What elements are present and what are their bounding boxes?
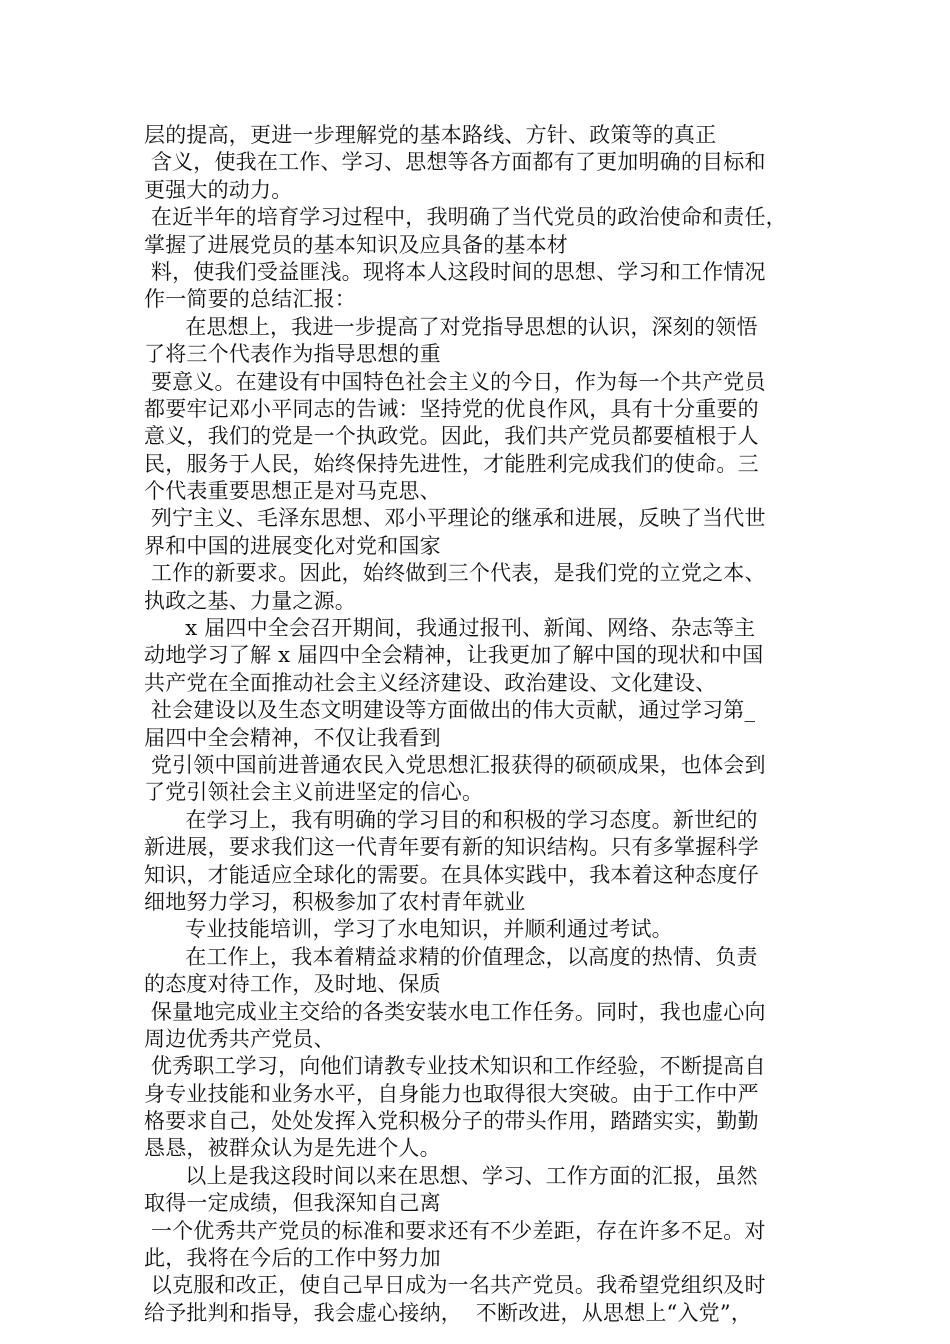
text-line: x 届四中全会召开期间，我通过报刊、新闻、网络、杂志等主	[144, 616, 756, 641]
text-line: 知识，才能适应全球化的需要。在具体实践中，我本着这种态度仔	[144, 862, 759, 887]
text-line: 工作的新要求。因此，始终做到三个代表，是我们党的立党之本、	[144, 561, 766, 586]
text-line: 了将三个代表作为指导思想的重	[144, 342, 441, 367]
text-line: 在工作上，我本着精益求精的价值理念，以高度的热情、负责	[144, 944, 758, 969]
text-line: 作一简要的总结汇报：	[144, 287, 356, 312]
text-line: 以克服和改正，使自己早日成为一名共产党员。我希望党组织及时	[144, 1273, 766, 1298]
text-line: 格要求自己，处处发挥入党积极分子的带头作用，踏踏实实，勤勤	[144, 1109, 759, 1134]
text-line: 的态度对待工作，及时地、保质	[144, 972, 441, 997]
text-line: 在近半年的培育学习过程中，我明确了当代党员的政治使命和责任，	[144, 205, 787, 230]
text-line: 一个优秀共产党员的标准和要求还有不少差距，存在许多不足。对	[144, 1218, 766, 1243]
text-line: 执政之基、力量之源。	[144, 588, 356, 613]
text-line: 在思想上，我进一步提高了对党指导思想的认识，深刻的领悟	[144, 314, 758, 339]
text-line: 更强大的动力。	[144, 177, 293, 202]
text-line: 要意义。在建设有中国特色社会主义的今日，作为每一个共产党员	[144, 369, 766, 394]
text-line: 掌握了进展党员的基本知识及应具备的基本材	[144, 232, 568, 257]
text-line: 专业技能培训，学习了水电知识，并顺利通过考试。	[144, 917, 673, 942]
text-line: 含义，使我在工作、学习、思想等各方面都有了更加明确的目标和	[144, 150, 766, 175]
text-line: 在学习上，我有明确的学习目的和积极的学习态度。新世纪的	[144, 807, 758, 832]
text-line: 层的提高，更进一步理解党的基本路线、方针、政策等的真正	[144, 123, 717, 147]
text-line: 界和中国的进展变化对党和国家	[144, 533, 441, 558]
text-line: 党引领中国前进普通农民入党思想汇报获得的硕硕成果，也体会到	[144, 752, 766, 777]
text-line: 民，服务于人民，始终保持先进性，才能胜利完成我们的使命。三	[144, 451, 759, 476]
text-line: 给予批判和指导，我会虚心接纳， 不断改进，从思想上“入党”，	[144, 1300, 753, 1325]
text-line: 共产党在全面推动社会主义经济建设、政治建设、文化建设、	[144, 670, 717, 695]
text-line: 以上是我这段时间以来在思想、学习、工作方面的汇报，虽然	[144, 1163, 758, 1188]
text-line: 社会建设以及生态文明建设等方面做出的伟大贡献，通过学习第_	[144, 698, 756, 723]
text-line: 动地学习了解 x 届四中全会精神，让我更加了解中国的现状和中国	[144, 643, 764, 668]
text-line: 保量地完成业主交给的各类安装水电工作任务。同时，我也虚心向	[144, 999, 766, 1024]
text-line: 都要牢记邓小平同志的告诫：坚持党的优良作风，具有十分重要的	[144, 396, 759, 421]
text-line: 细地努力学习，积极参加了农村青年就业	[144, 889, 526, 914]
text-line: 意义，我们的党是一个执政党。因此，我们共产党员都要植根于人	[144, 424, 759, 449]
text-line: 个代表重要思想正是对马克思、	[144, 479, 441, 504]
document-body	[144, 122, 824, 1327]
text-line: 了党引领社会主义前进坚定的信心。	[144, 780, 484, 805]
text-line: 料，使我们受益匪浅。现将本人这段时间的思想、学习和工作情况	[144, 259, 766, 284]
text-line: 优秀职工学习，向他们请教专业技术知识和工作经验，不断提高自	[144, 1054, 766, 1079]
text-line: 新进展，要求我们这一代青年要有新的知识结构。只有多掌握科学	[144, 835, 759, 860]
text-line: 列宁主义、毛泽东思想、邓小平理论的继承和进展，反映了当代世	[144, 506, 766, 531]
text-line: 取得一定成绩，但我深知自己离	[144, 1191, 441, 1216]
text-line: 届四中全会精神，不仅让我看到	[144, 725, 441, 750]
text-line: 此，我将在今后的工作中努力加	[144, 1246, 441, 1271]
text-line: 恳恳，被群众认为是先进个人。	[144, 1136, 441, 1161]
text-line: 周边优秀共产党员、	[144, 1026, 335, 1051]
text-line: 身专业技能和业务水平，自身能力也取得很大突破。由于工作中严	[144, 1081, 759, 1106]
